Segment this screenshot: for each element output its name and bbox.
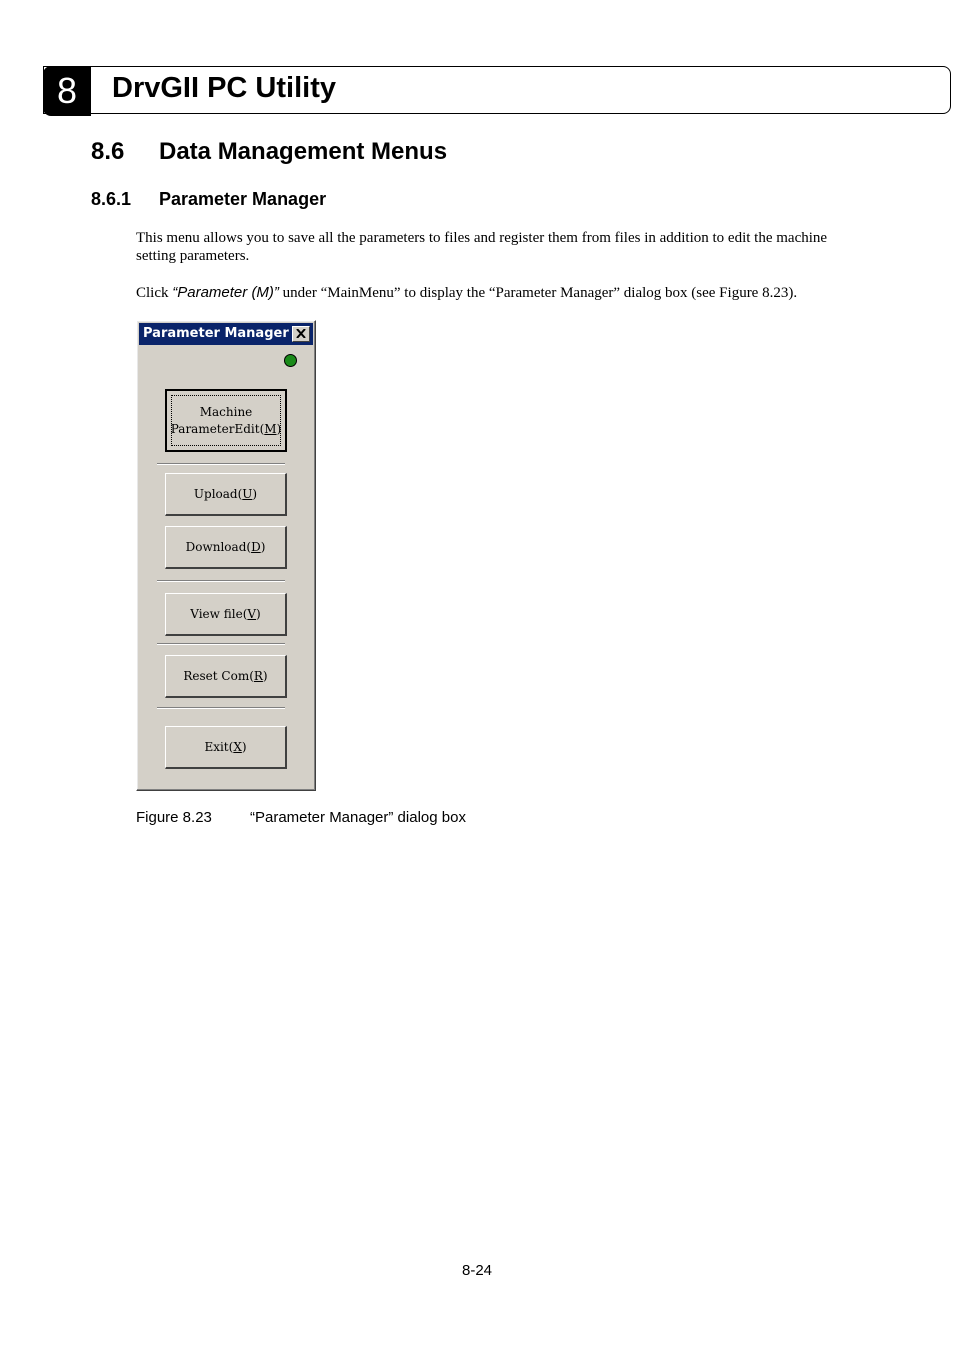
close-icon — [296, 329, 306, 338]
section-number: 8.6 — [91, 138, 125, 165]
reset-text: Reset Com( — [183, 668, 254, 683]
separator — [157, 580, 285, 582]
upload-button[interactable] — [165, 473, 287, 516]
intro-paragraph: This menu allows you to save all the parameters to files and register them from files in addition to edit the machine setting parameters. — [136, 230, 828, 264]
exit-button[interactable] — [165, 726, 287, 769]
reset-com-button[interactable] — [165, 655, 287, 698]
upload-text: Upload( — [193, 486, 243, 501]
view-file-button[interactable] — [165, 593, 287, 636]
reset-mnemonic: R — [253, 668, 263, 683]
subsection-title: Parameter Manager — [159, 189, 327, 209]
download-text: Download( — [185, 539, 252, 554]
download-label — [186, 539, 266, 556]
chapter-number: 8 — [43, 66, 91, 116]
machine-label-line1: Machine — [199, 404, 253, 419]
exit-text: Exit( — [204, 739, 234, 754]
figure-caption-text: “Parameter Manager” dialog box — [250, 809, 466, 826]
exit-mnemonic: X — [233, 739, 242, 754]
view-mnemonic: V — [247, 606, 257, 621]
exit-paren: ) — [241, 739, 247, 754]
download-mnemonic: D — [251, 539, 261, 554]
separator — [157, 643, 285, 645]
machine-label-line2: ParameterEdit( — [170, 421, 265, 436]
download-button[interactable] — [165, 526, 287, 569]
instruction-menu-name: “Parameter (M)” — [172, 284, 279, 301]
subsection-number: 8.6.1 — [91, 189, 132, 209]
download-paren: ) — [260, 539, 266, 554]
separator — [157, 707, 285, 709]
reset-com-label — [183, 668, 267, 685]
figure-caption — [136, 809, 466, 826]
view-file-label — [190, 606, 260, 623]
machine-paren: ) — [276, 421, 282, 436]
page-number: 8-24 — [461, 1262, 493, 1279]
instruction-prefix: Click — [136, 285, 173, 301]
close-button[interactable] — [292, 326, 310, 342]
focus-rectangle — [171, 395, 281, 446]
instruction-suffix: under “MainMenu” to display the “Parameter Manager” dialog box (see Figure 8.23). — [278, 285, 798, 301]
reset-paren: ) — [262, 668, 268, 683]
upload-paren: ) — [252, 486, 258, 501]
parameter-manager-dialog — [136, 320, 316, 791]
upload-mnemonic: U — [242, 486, 253, 501]
view-paren: ) — [256, 606, 261, 621]
dialog-title: Parameter Manager — [143, 326, 289, 341]
section-title: Data Management Menus — [159, 138, 448, 165]
dialog-titlebar[interactable] — [139, 323, 313, 345]
upload-label — [194, 486, 257, 503]
instruction-paragraph — [136, 284, 896, 302]
figure-label: Figure 8.23 — [136, 809, 212, 826]
chapter-title: DrvGII PC Utility — [112, 72, 336, 104]
machine-mnemonic: M — [264, 421, 277, 436]
exit-label — [204, 739, 246, 756]
separator — [157, 463, 285, 465]
view-text: View file( — [190, 606, 248, 621]
machine-parameter-edit-button[interactable] — [165, 389, 287, 452]
status-led-icon — [284, 354, 297, 367]
